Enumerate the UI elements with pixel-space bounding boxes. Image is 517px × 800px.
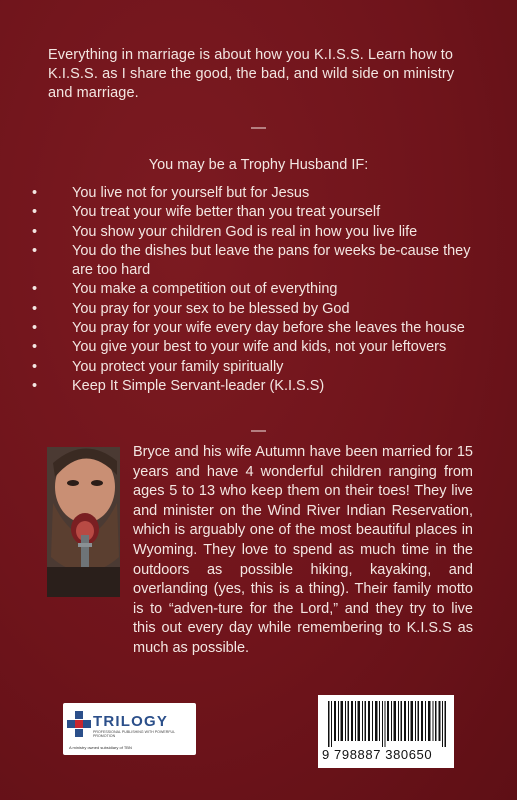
list-item: • You pray for your sex to be blessed by God	[32, 300, 482, 319]
publisher-logo	[63, 703, 196, 755]
list-item: • You make a competition out of everything	[32, 280, 482, 299]
back-cover-blurb: Everything in marriage is about how you K.I.S.S. Learn how to K.I.S.S. as I share the good, the bad, and wild side on ministry and marriage.	[48, 47, 455, 101]
author-photo-illustration	[47, 447, 120, 597]
section-divider: —	[251, 119, 266, 136]
barcode-bars	[328, 701, 446, 747]
list-item: • You pray for your wife every day before she leaves the house	[32, 319, 482, 338]
trophy-husband-list	[32, 184, 482, 396]
isbn-digits: 9 798887 380650	[322, 747, 433, 762]
list-intro: You may be a Trophy Husband IF:	[148, 157, 369, 173]
list-item: • Keep It Simple Servant-leader (K.I.S.S)	[32, 377, 482, 396]
publisher-footer: A ministry owned subsidiary of TBN	[69, 745, 132, 750]
publisher-tagline: PROFESSIONAL PUBLISHING WITH POWERFUL PROMOTION	[93, 730, 176, 738]
isbn-barcode	[318, 695, 454, 768]
list-item: • You protect your family spiritually	[32, 358, 482, 377]
list-item: • You show your children God is real in how you live life	[32, 223, 482, 242]
list-item: • You do the dishes but leave the pans for weeks be-cause they are too hard	[32, 242, 482, 281]
trilogy-mark-icon	[66, 710, 92, 740]
list-item: • You live not for yourself but for Jesus	[32, 184, 482, 203]
section-divider-2: —	[251, 422, 266, 439]
author-bio: Bryce and his wife Autumn have been married for 15 years and have 4 wonderful children ranging from ages 5 to 13 who keep them on their toes! They live and minister on the Wind River Indian Reservation, which is arguably one of the most beautiful places in Wyoming. They love to spend as much time in the outdoors as possible hiking, kayaking, and overlanding (yes, this is a thing). Their family motto is to “adven-ture for the Lord,” and they try to live this out every day while remembering to K.I.S.S as much as possible.	[133, 444, 473, 656]
publisher-name: TRILOGY	[93, 713, 169, 730]
list-item: • You give your best to your wife and kids, not your leftovers	[32, 338, 482, 357]
list-item: • You treat your wife better than you treat yourself	[32, 203, 482, 222]
author-photo	[47, 447, 120, 597]
